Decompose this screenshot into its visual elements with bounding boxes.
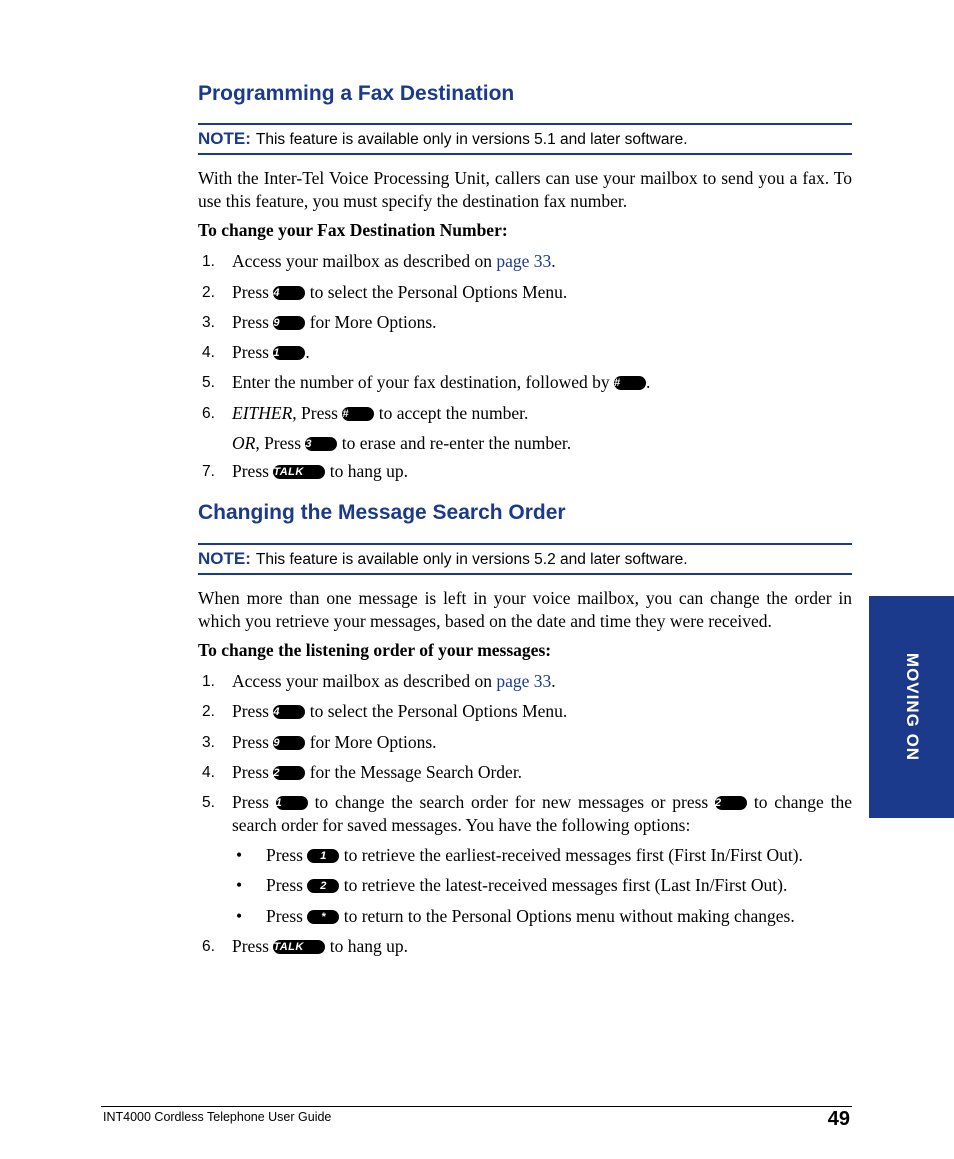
step-text: to change the search order for saved messages. You have the following options: xyxy=(232,792,853,835)
step-text: Access your mailbox as described on xyxy=(232,251,497,271)
section-title-fax-destination: Programming a Fax Destination xyxy=(198,82,515,105)
step-number: 6. xyxy=(202,405,215,422)
chapter-tab-label: MOVING ON xyxy=(902,652,922,762)
step-text: to hang up. xyxy=(325,936,408,956)
step-item xyxy=(202,250,852,273)
step-number: 2. xyxy=(202,703,215,720)
bullet-icon: • xyxy=(236,875,243,895)
step-number: 3. xyxy=(202,734,215,751)
step-text: Press xyxy=(296,403,343,423)
step-item xyxy=(202,311,852,334)
step-text: to select the Personal Options Menu. xyxy=(305,282,568,302)
bullet-icon: • xyxy=(236,906,243,926)
step-text: to change the search order for new messages or press xyxy=(307,792,716,812)
step-text: . xyxy=(305,342,310,362)
step-text: Press xyxy=(232,732,274,752)
intro-paragraph: With the Inter-Tel Voice Processing Unit, callers can use your mailbox to send you a fax. To use this feature, you must specify the destination fax number. xyxy=(198,168,852,211)
note-label: NOTE: xyxy=(198,129,251,148)
key-1-icon: 1 xyxy=(276,796,308,810)
note-box xyxy=(198,123,852,155)
note-text: This feature is available only in versions 5.1 and later software. xyxy=(255,131,688,148)
key-talk-icon: TALK xyxy=(273,940,325,954)
step-item xyxy=(202,371,852,394)
procedure-lead: To change the listening order of your messages: xyxy=(198,640,552,660)
step-item-alternate xyxy=(202,432,852,455)
bullet-text: to retrieve the latest-received messages first (Last In/First Out). xyxy=(339,875,788,895)
step-text: Press xyxy=(232,762,274,782)
step-text: for More Options. xyxy=(305,732,437,752)
section-title-search-order: Changing the Message Search Order xyxy=(198,501,566,524)
step-item xyxy=(202,791,852,837)
key-talk-icon: TALK xyxy=(273,465,325,479)
bullet-text: Press xyxy=(266,875,308,895)
bullet-text: to retrieve the earliest-received messages first (First In/First Out). xyxy=(339,845,803,865)
step-text: Press xyxy=(259,433,306,453)
key-9-icon: 9 xyxy=(273,736,305,750)
key-4-icon: 4 xyxy=(273,286,305,300)
step-text: to hang up. xyxy=(325,461,408,481)
step-text: to select the Personal Options Menu. xyxy=(305,701,568,721)
step-number: 5. xyxy=(202,374,215,391)
step-item xyxy=(202,761,852,784)
bullet-icon: • xyxy=(236,845,243,865)
step-number: 1. xyxy=(202,253,215,270)
step-number: 2. xyxy=(202,284,215,301)
chapter-tab xyxy=(869,596,954,818)
step-text: to accept the number. xyxy=(374,403,529,423)
step-text: . xyxy=(551,251,556,271)
step-item xyxy=(202,341,852,364)
note-text: This feature is available only in versions 5.2 and later software. xyxy=(255,551,688,568)
step-text: Press xyxy=(232,312,274,332)
key-9-icon: 9 xyxy=(273,316,305,330)
step-text: for More Options. xyxy=(305,312,437,332)
step-text: Press xyxy=(232,342,274,362)
key-1-icon: 1 xyxy=(273,346,305,360)
page-number: 49 xyxy=(827,1108,850,1130)
bullet-text: Press xyxy=(266,845,308,865)
step-number: 4. xyxy=(202,344,215,361)
key-2-icon: 2 xyxy=(307,879,339,893)
step-number: 1. xyxy=(202,673,215,690)
note-box xyxy=(198,543,852,575)
step-item xyxy=(202,460,852,483)
step-item xyxy=(202,670,852,693)
procedure-lead: To change your Fax Destination Number: xyxy=(198,220,508,240)
option-bullet xyxy=(236,874,852,897)
footer-rule xyxy=(101,1106,852,1107)
page-link[interactable]: page 33 xyxy=(496,671,552,691)
step-text: Press xyxy=(232,282,274,302)
step-text: Press xyxy=(232,936,274,956)
step-number: 3. xyxy=(202,314,215,331)
step-text: Press xyxy=(232,701,274,721)
either-label: EITHER, xyxy=(232,403,297,423)
key-4-icon: 4 xyxy=(273,705,305,719)
option-bullet xyxy=(236,844,852,867)
step-item xyxy=(202,731,852,754)
key-pound-icon: # xyxy=(342,407,374,421)
step-text: Enter the number of your fax destination, followed by xyxy=(232,372,614,392)
key-1-icon: 1 xyxy=(307,849,339,863)
step-text: Access your mailbox as described on xyxy=(232,671,497,691)
key-3-icon: 3 xyxy=(305,437,337,451)
or-label: OR, xyxy=(232,433,260,453)
step-item xyxy=(202,402,852,425)
option-bullet xyxy=(236,905,852,928)
key-2-icon: 2 xyxy=(715,796,747,810)
key-pound-icon: # xyxy=(614,376,646,390)
step-number: 5. xyxy=(202,794,215,811)
step-text: for the Message Search Order. xyxy=(305,762,523,782)
step-text: . xyxy=(645,372,651,392)
step-item xyxy=(202,700,852,723)
key-star-icon: * xyxy=(307,910,339,924)
bullet-text: Press xyxy=(266,906,308,926)
intro-paragraph: When more than one message is left in your voice mailbox, you can change the order in which you retrieve your messages, based on the date and time they were received. xyxy=(198,588,852,631)
step-text: to erase and re-enter the number. xyxy=(337,433,572,453)
step-text: Press xyxy=(232,792,276,812)
step-number: 6. xyxy=(202,938,215,955)
page-link[interactable]: page 33 xyxy=(496,251,552,271)
step-text: Press xyxy=(232,461,274,481)
step-number: 7. xyxy=(202,463,215,480)
step-item xyxy=(202,281,852,304)
step-item xyxy=(202,935,852,958)
key-2-icon: 2 xyxy=(273,766,305,780)
step-number: 4. xyxy=(202,764,215,781)
bullet-text: to return to the Personal Options menu without making changes. xyxy=(339,906,795,926)
note-label: NOTE: xyxy=(198,549,251,568)
step-text: . xyxy=(551,671,556,691)
footer-guide-title: INT4000 Cordless Telephone User Guide xyxy=(103,1110,332,1124)
